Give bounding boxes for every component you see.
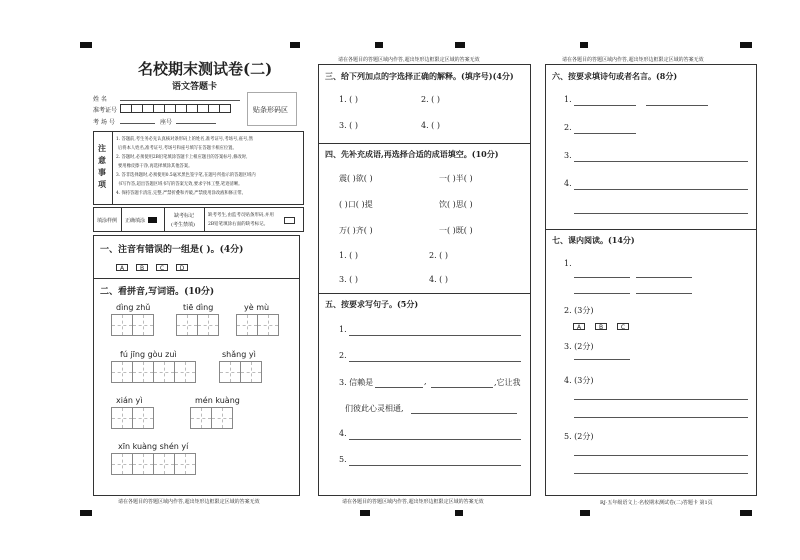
section4-item[interactable]: 3. ( ) bbox=[339, 275, 358, 284]
reading-line[interactable] bbox=[574, 473, 748, 474]
sentence-line[interactable] bbox=[349, 439, 521, 440]
section3-item[interactable]: 4. ( ) bbox=[421, 121, 440, 130]
reading-line[interactable] bbox=[574, 277, 630, 278]
idiom-blank[interactable]: ( )口( )提 bbox=[339, 200, 373, 209]
notice-line: 2. 答题时,必须使用2B铅笔填涂答题卡上相应题目的答案标号,修改时, bbox=[116, 155, 248, 160]
section3-title: 三、给下列加点的字选择正确的解释。(填序号)(4分) bbox=[325, 71, 514, 81]
reading-line[interactable] bbox=[574, 399, 748, 400]
option-c[interactable]: C bbox=[156, 264, 168, 271]
answer-column-1 bbox=[93, 235, 300, 496]
reading-line[interactable] bbox=[574, 417, 748, 418]
fill-example-box bbox=[93, 207, 304, 232]
sentence-number: 1. bbox=[339, 325, 347, 334]
pinyin-label: mén kuàng bbox=[195, 396, 240, 405]
reading-number: 2. (3分) bbox=[564, 306, 594, 315]
sentence-line[interactable] bbox=[375, 387, 423, 388]
timing-mark bbox=[360, 510, 370, 516]
option-b[interactable]: B bbox=[595, 323, 607, 330]
exam-subtitle: 语文答题卡 bbox=[172, 82, 218, 92]
sentence-line[interactable] bbox=[349, 465, 521, 466]
reading-line[interactable] bbox=[636, 293, 692, 294]
header-notice: 请在各题目的答题区域内作答,超出矩形边框限定区域的答案无效 bbox=[338, 57, 480, 63]
answer-column-3 bbox=[545, 64, 757, 496]
reading-number: 3. (2分) bbox=[564, 342, 594, 351]
word-grid[interactable] bbox=[219, 361, 261, 383]
notice-line: 书写作答,超出答题区域书写的答案无效,要求字体工整,笔迹清晰。 bbox=[118, 182, 243, 187]
timing-mark bbox=[80, 42, 92, 48]
section7-title: 七、课内阅读。(14分) bbox=[552, 235, 635, 245]
poem-line[interactable] bbox=[574, 213, 748, 214]
option-a[interactable]: A bbox=[573, 323, 585, 330]
sentence-line[interactable] bbox=[411, 413, 517, 414]
room-label: 考 场 号 bbox=[93, 119, 115, 126]
pinyin-label: yè mù bbox=[244, 303, 270, 312]
reading-line[interactable] bbox=[636, 277, 692, 278]
absent-checkbox[interactable] bbox=[284, 217, 295, 224]
reading-line[interactable] bbox=[574, 455, 748, 456]
section5-title: 五、按要求写句子。(5分) bbox=[325, 299, 419, 309]
barcode-label: 贴条形码区 bbox=[253, 106, 288, 114]
exam-no-label: 准考证号 bbox=[93, 107, 118, 114]
room-field[interactable] bbox=[120, 123, 155, 124]
reading-number: 1. bbox=[564, 259, 572, 268]
poem-number: 2. bbox=[564, 123, 572, 132]
reading-line[interactable] bbox=[574, 293, 630, 294]
idiom-blank[interactable]: 震( )欲( ) bbox=[339, 174, 373, 183]
pinyin-label: xián yì bbox=[116, 396, 143, 405]
option-c[interactable]: C bbox=[617, 323, 629, 330]
idiom-blank[interactable]: 一( )既( ) bbox=[439, 226, 473, 235]
section4-item[interactable]: 1. ( ) bbox=[339, 251, 358, 260]
idiom-blank[interactable]: 一( )半( ) bbox=[439, 174, 473, 183]
poem-number: 4. bbox=[564, 179, 572, 188]
word-grid[interactable] bbox=[111, 453, 195, 475]
pinyin-label: fú jīng gòu zuì bbox=[120, 350, 177, 359]
reading-line[interactable] bbox=[574, 359, 630, 360]
barcode-area bbox=[247, 92, 297, 126]
poem-line[interactable] bbox=[574, 189, 748, 190]
sentence-number: 5. bbox=[339, 455, 347, 464]
word-grid[interactable] bbox=[190, 407, 232, 429]
name-field[interactable] bbox=[120, 100, 240, 101]
section3-item[interactable]: 1. ( ) bbox=[339, 95, 358, 104]
sentence-line[interactable] bbox=[349, 335, 521, 336]
timing-mark bbox=[455, 42, 465, 48]
section3-item[interactable]: 2. ( ) bbox=[421, 95, 440, 104]
exam-title: 名校期末测试卷(二) bbox=[138, 60, 273, 78]
idiom-blank[interactable]: 万( )齐( ) bbox=[339, 226, 373, 235]
answer-column-2 bbox=[318, 64, 531, 496]
poem-line[interactable] bbox=[574, 133, 636, 134]
notice-line: 3. 答非选择题时,必须使用0.5毫米黑色签字笔,在题号所指示的答题区域内 bbox=[116, 173, 256, 178]
word-grid[interactable] bbox=[176, 314, 218, 336]
sentence-number: 3. 信赖是 bbox=[339, 378, 374, 387]
option-a[interactable]: A bbox=[116, 264, 128, 271]
poem-number: 1. bbox=[564, 95, 572, 104]
word-grid[interactable] bbox=[111, 407, 153, 429]
sentence-number: 2. bbox=[339, 351, 347, 360]
fill-example-label: 填涂样例 bbox=[97, 218, 118, 224]
notice-line: 4. 保持答题卡清洁,完整,严禁折叠和弄破,严禁使用涂改液和修正带。 bbox=[116, 191, 246, 196]
poem-number: 3. bbox=[564, 151, 572, 160]
seat-field[interactable] bbox=[176, 123, 216, 124]
timing-mark bbox=[580, 510, 590, 516]
seat-label: 座号 bbox=[160, 119, 173, 126]
timing-mark bbox=[455, 510, 463, 516]
word-grid[interactable] bbox=[236, 314, 278, 336]
fill-correct-label: 正确填涂 bbox=[125, 218, 146, 224]
section2-title: 二、看拼音,写词语。(10分) bbox=[100, 287, 215, 297]
poem-line[interactable] bbox=[574, 161, 748, 162]
notice-line: 后将本人姓名,准考证号,考场号和座号填写在答题卡相应位置。 bbox=[118, 146, 237, 151]
sentence-separator: , bbox=[424, 377, 427, 386]
timing-mark bbox=[580, 42, 588, 48]
header-notice: 请在各题目的答题区域内作答,超出矩形边框限定区域的答案无效 bbox=[562, 57, 704, 63]
absent-instruction: 缺考考生,由监考员贴条形码,并用 bbox=[208, 213, 274, 218]
section4-item[interactable]: 4. ( ) bbox=[429, 275, 448, 284]
pinyin-label: tiē dìng bbox=[183, 303, 214, 312]
option-d[interactable]: D bbox=[176, 264, 188, 271]
option-b[interactable]: B bbox=[136, 264, 148, 271]
filled-mark bbox=[148, 217, 157, 223]
section4-title: 四、先补充成语,再选择合适的成语填空。(10分) bbox=[325, 149, 499, 159]
poem-line[interactable] bbox=[646, 105, 708, 106]
section6-title: 六、按要求填诗句或者名言。(8分) bbox=[552, 71, 678, 81]
sentence-continuation: 们彼此心灵相通, bbox=[345, 404, 404, 413]
notice-title: 注意事项 bbox=[98, 143, 106, 189]
sentence-line[interactable] bbox=[431, 387, 493, 388]
section4-item[interactable]: 2. ( ) bbox=[429, 251, 448, 260]
absent-note: (考生禁填) bbox=[171, 222, 195, 228]
pinyin-label: xīn kuàng shén yí bbox=[118, 442, 189, 451]
notice-box bbox=[93, 131, 304, 205]
footer-notice: 请在各题目的答题区域内作答,超出矩形边框限定区域的答案无效 bbox=[118, 499, 260, 505]
word-grid[interactable] bbox=[111, 314, 153, 336]
idiom-blank[interactable]: 饮( )思( ) bbox=[439, 200, 473, 209]
page-footer: RJ·五年级语文上·名校期末测试卷(二)答题卡 第1页 bbox=[600, 500, 713, 506]
sentence-tail: ,它让我 bbox=[494, 378, 521, 387]
poem-line[interactable] bbox=[574, 105, 636, 106]
sentence-line[interactable] bbox=[349, 361, 521, 362]
pinyin-label: dìng zhǔ bbox=[116, 303, 151, 312]
absent-label: 缺考标记 bbox=[174, 213, 195, 219]
timing-mark bbox=[80, 510, 92, 516]
absent-instruction: 2B铅笔填涂右面的缺考标记。 bbox=[208, 222, 269, 227]
timing-mark bbox=[290, 42, 300, 48]
section3-item[interactable]: 3. ( ) bbox=[339, 121, 358, 130]
sentence-number: 4. bbox=[339, 429, 347, 438]
footer-notice: 请在各题目的答题区域内作答,超出矩形边框限定区域的答案无效 bbox=[342, 499, 484, 505]
exam-no-boxes[interactable] bbox=[120, 104, 230, 113]
reading-number: 4. (3分) bbox=[564, 376, 594, 385]
word-grid[interactable] bbox=[111, 361, 195, 383]
timing-mark bbox=[740, 510, 752, 516]
section1-title: 一、注音有错误的一组是( )。(4分) bbox=[100, 245, 244, 255]
pinyin-label: shǎng yì bbox=[222, 350, 256, 359]
timing-mark bbox=[375, 42, 383, 48]
reading-number: 5. (2分) bbox=[564, 432, 594, 441]
timing-mark bbox=[740, 42, 752, 48]
name-label: 姓 名 bbox=[93, 96, 107, 103]
notice-line: 1. 答题前,考生务必先认真核对条形码上的姓名,准考证号,考场号,座号,然 bbox=[116, 137, 253, 142]
notice-line: 要用橡皮擦干净,再选择填涂其他答案。 bbox=[118, 164, 193, 169]
